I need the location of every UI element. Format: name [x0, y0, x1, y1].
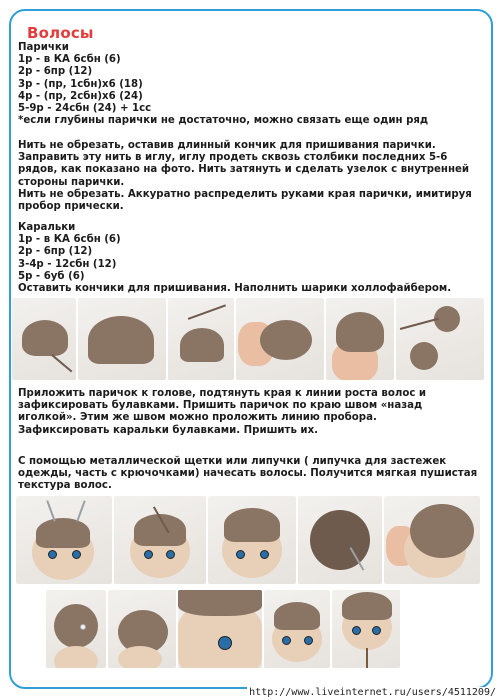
wig-heading: Парички	[18, 42, 69, 53]
photo-row-3	[46, 590, 400, 668]
photo-hand-wig	[236, 298, 324, 380]
buns-row: 3-4р - 12сбн (12)	[18, 258, 117, 270]
photo-row-1	[12, 298, 484, 380]
buns-row: 1р - в КА 6сбн (6)	[18, 234, 121, 246]
photo-row-2	[16, 496, 480, 584]
photo-buns	[396, 298, 484, 380]
instruction-paragraph: Заправить эту нить в иглу, иглу продеть сквозь столбики последних 5-6 рядов, как показано на фото. Нить затянуть и сделать узелок с внутренней стороны парички.	[18, 152, 470, 188]
photo-eye-closeup	[178, 590, 262, 668]
photo-bun-pin	[46, 590, 106, 668]
photo-head-stick	[332, 590, 400, 668]
instruction-paragraph: Нить не обрезать. Аккуратно распределить руками края парички, имитируя пробор прически.	[18, 188, 472, 213]
photo-head-top	[298, 496, 382, 584]
wig-row: 5-9р - 24сбн (24) + 1сс	[18, 103, 152, 115]
photo-head-buns	[264, 590, 330, 668]
wig-row: 2р - 6пр (12)	[18, 66, 93, 78]
photo-wig-cap	[12, 298, 76, 380]
instructions-1	[18, 140, 480, 213]
buns-note: Оставить кончики для пришивания. Наполнить шарики холлофайбером.	[18, 283, 452, 295]
wig-note: *если глубины парички не достаточно, можно связать еще один ряд	[18, 115, 429, 127]
photo-head-front	[208, 496, 296, 584]
wig-row: 1р - в КА 6сбн (6)	[18, 54, 121, 66]
instruction-paragraph: Приложить паричок к голове, подтянуть края к линии роста волос и зафиксировать булавками. Пришить паричок по краю швом «назад иголкой». Этим же швом можно проложить линию пробора.	[18, 388, 427, 424]
wig-section	[18, 42, 488, 127]
instructions-2	[18, 388, 480, 437]
buns-heading: Каральки	[18, 222, 76, 233]
wig-row: 3р - (пр, 1сбн)х6 (18)	[18, 78, 143, 90]
photo-head-strands	[114, 496, 206, 584]
buns-section	[18, 222, 488, 295]
footer-url[interactable]: http://www.liveinternet.ru/users/4511209/	[249, 687, 496, 698]
buns-row: 5р - 6уб (6)	[18, 270, 85, 282]
page-title: Волосы	[27, 24, 94, 42]
wig-row: 4р - (пр, 2сбн)х6 (24)	[18, 90, 143, 102]
photo-wig-dome	[78, 298, 166, 380]
instruction-paragraph: Зафиксировать каральки булавками. Пришить их.	[18, 424, 319, 436]
buns-row: 2р - 6пр (12)	[18, 246, 93, 258]
photo-bun-side	[108, 590, 176, 668]
photo-needle-thread	[168, 298, 234, 380]
photo-wig-on-finger	[326, 298, 394, 380]
instruction-paragraph: Нить не обрезать, оставив длинный кончик для пришивания парички.	[18, 140, 436, 151]
photo-head-side	[384, 496, 480, 584]
instruction-paragraph: С помощью металлической щетки или липучки ( липучка для застежек одежды, часть с крючочками) начесать волосы. Получится мягкая пушистая текстура волос.	[18, 456, 478, 492]
photo-head-pins	[16, 496, 112, 584]
instructions-3	[18, 456, 480, 493]
